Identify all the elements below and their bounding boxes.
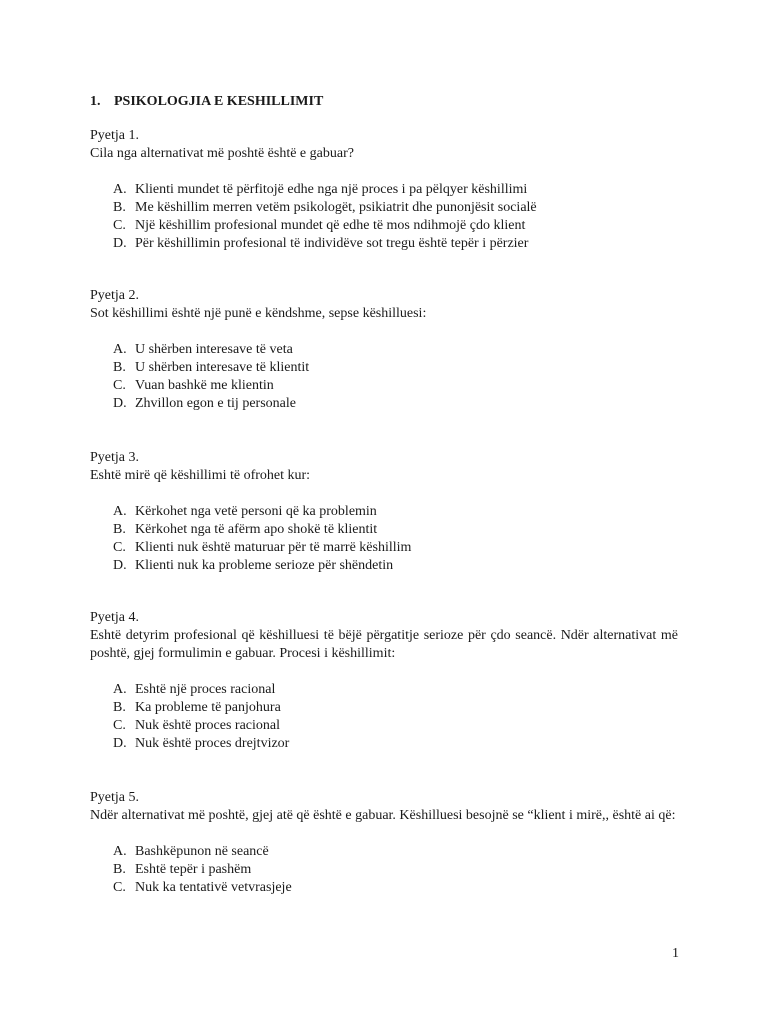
option-text: Nuk është proces drejtvizor (135, 736, 290, 751)
option-letter: A. (113, 342, 127, 357)
option-text: Ka probleme të panjohura (135, 700, 281, 715)
option-letter: B. (113, 862, 126, 877)
question-label: Pyetja 4. (90, 610, 139, 625)
option-item (113, 699, 678, 717)
option-text: Me këshillim merren vetëm psikologët, psikiatrit dhe punonjësit socialë (135, 200, 537, 215)
option-item (113, 879, 678, 897)
option-list (90, 843, 678, 897)
option-item (113, 181, 678, 199)
option-list (90, 681, 678, 753)
question-1 (90, 127, 678, 253)
option-text: Klienti nuk ka probleme serioze për shëndetin (135, 558, 394, 573)
question-text: Eshtë mirë që këshillimi të ofrohet kur: (90, 468, 311, 483)
option-item (113, 377, 678, 395)
option-item (113, 359, 678, 377)
option-text: Klienti nuk është maturuar për të marrë këshillim (135, 540, 412, 555)
option-letter: B. (113, 200, 126, 215)
option-letter: C. (113, 378, 126, 393)
option-list (90, 503, 678, 575)
option-text: Kërkohet nga të afërm apo shokë të klientit (135, 522, 378, 537)
option-letter: C. (113, 218, 126, 233)
option-text: Një këshillim profesional mundet që edhe të mos ndihmojë çdo klient (135, 218, 526, 233)
question-2 (90, 287, 678, 413)
option-item (113, 735, 678, 753)
option-letter: C. (113, 880, 126, 895)
option-text: U shërben interesave të veta (135, 342, 293, 357)
option-text: U shërben interesave të klientit (135, 360, 310, 375)
option-letter: C. (113, 718, 126, 733)
option-text: Klienti mundet të përfitojë edhe nga një proces i pa pëlqyer këshillimi (135, 182, 528, 197)
option-item (113, 199, 678, 217)
question-label: Pyetja 1. (90, 128, 139, 143)
section-title: PSIKOLOGJIA E KESHILLIMIT (114, 94, 324, 109)
question-label: Pyetja 5. (90, 790, 139, 805)
option-text: Bashkëpunon në seancë (135, 844, 269, 859)
question-text: Sot këshillimi është një punë e këndshme, sepse këshilluesi: (90, 306, 427, 321)
question-5 (90, 789, 678, 897)
option-letter: A. (113, 844, 127, 859)
option-text: Nuk është proces racional (135, 718, 280, 733)
option-letter: D. (113, 736, 127, 751)
option-item (113, 503, 678, 521)
option-item (113, 843, 678, 861)
option-item (113, 681, 678, 699)
option-letter: A. (113, 182, 127, 197)
option-item (113, 861, 678, 879)
option-letter: C. (113, 540, 126, 555)
option-text: Për këshillimin profesional të individëve sot tregu është tepër i përzier (135, 236, 529, 251)
option-item (113, 521, 678, 539)
option-letter: D. (113, 236, 127, 251)
option-list (90, 181, 678, 253)
option-item (113, 557, 678, 575)
option-text: Nuk ka tentativë vetvrasjeje (135, 880, 292, 895)
option-text: Zhvillon egon e tij personale (135, 396, 296, 411)
option-text: Vuan bashkë me klientin (135, 378, 274, 393)
option-letter: D. (113, 396, 127, 411)
question-text: Cila nga alternativat më poshtë është e gabuar? (90, 146, 354, 161)
option-letter: B. (113, 522, 126, 537)
option-item (113, 717, 678, 735)
option-item (113, 235, 678, 253)
option-text: Eshtë tepër i pashëm (135, 862, 252, 877)
option-letter: A. (113, 682, 127, 697)
option-letter: D. (113, 558, 127, 573)
question-text: Eshtë detyrim profesional që këshilluesi të bëjë përgatitje serioze për çdo seancë. Ndër alternativat më poshtë, gjej formulimin e gabuar. Procesi i këshillimit: (90, 628, 678, 661)
option-letter: B. (113, 700, 126, 715)
question-label: Pyetja 2. (90, 288, 139, 303)
option-item (113, 341, 678, 359)
page-number: 1 (672, 946, 679, 961)
option-list (90, 341, 678, 413)
option-item (113, 217, 678, 235)
question-label: Pyetja 3. (90, 450, 139, 465)
question-4 (90, 609, 678, 753)
option-item (113, 395, 678, 413)
section-number: 1. (90, 94, 101, 109)
option-letter: B. (113, 360, 126, 375)
question-text: Ndër alternativat më poshtë, gjej atë që është e gabuar. Këshilluesi besojnë se “klient i mirë,, është ai që: (90, 808, 676, 823)
option-item (113, 539, 678, 557)
option-text: Eshtë një proces racional (135, 682, 276, 697)
document-page (90, 93, 678, 897)
section-heading (90, 93, 678, 111)
option-text: Kërkohet nga vetë personi që ka problemin (135, 504, 377, 519)
option-letter: A. (113, 504, 127, 519)
question-3 (90, 449, 678, 575)
